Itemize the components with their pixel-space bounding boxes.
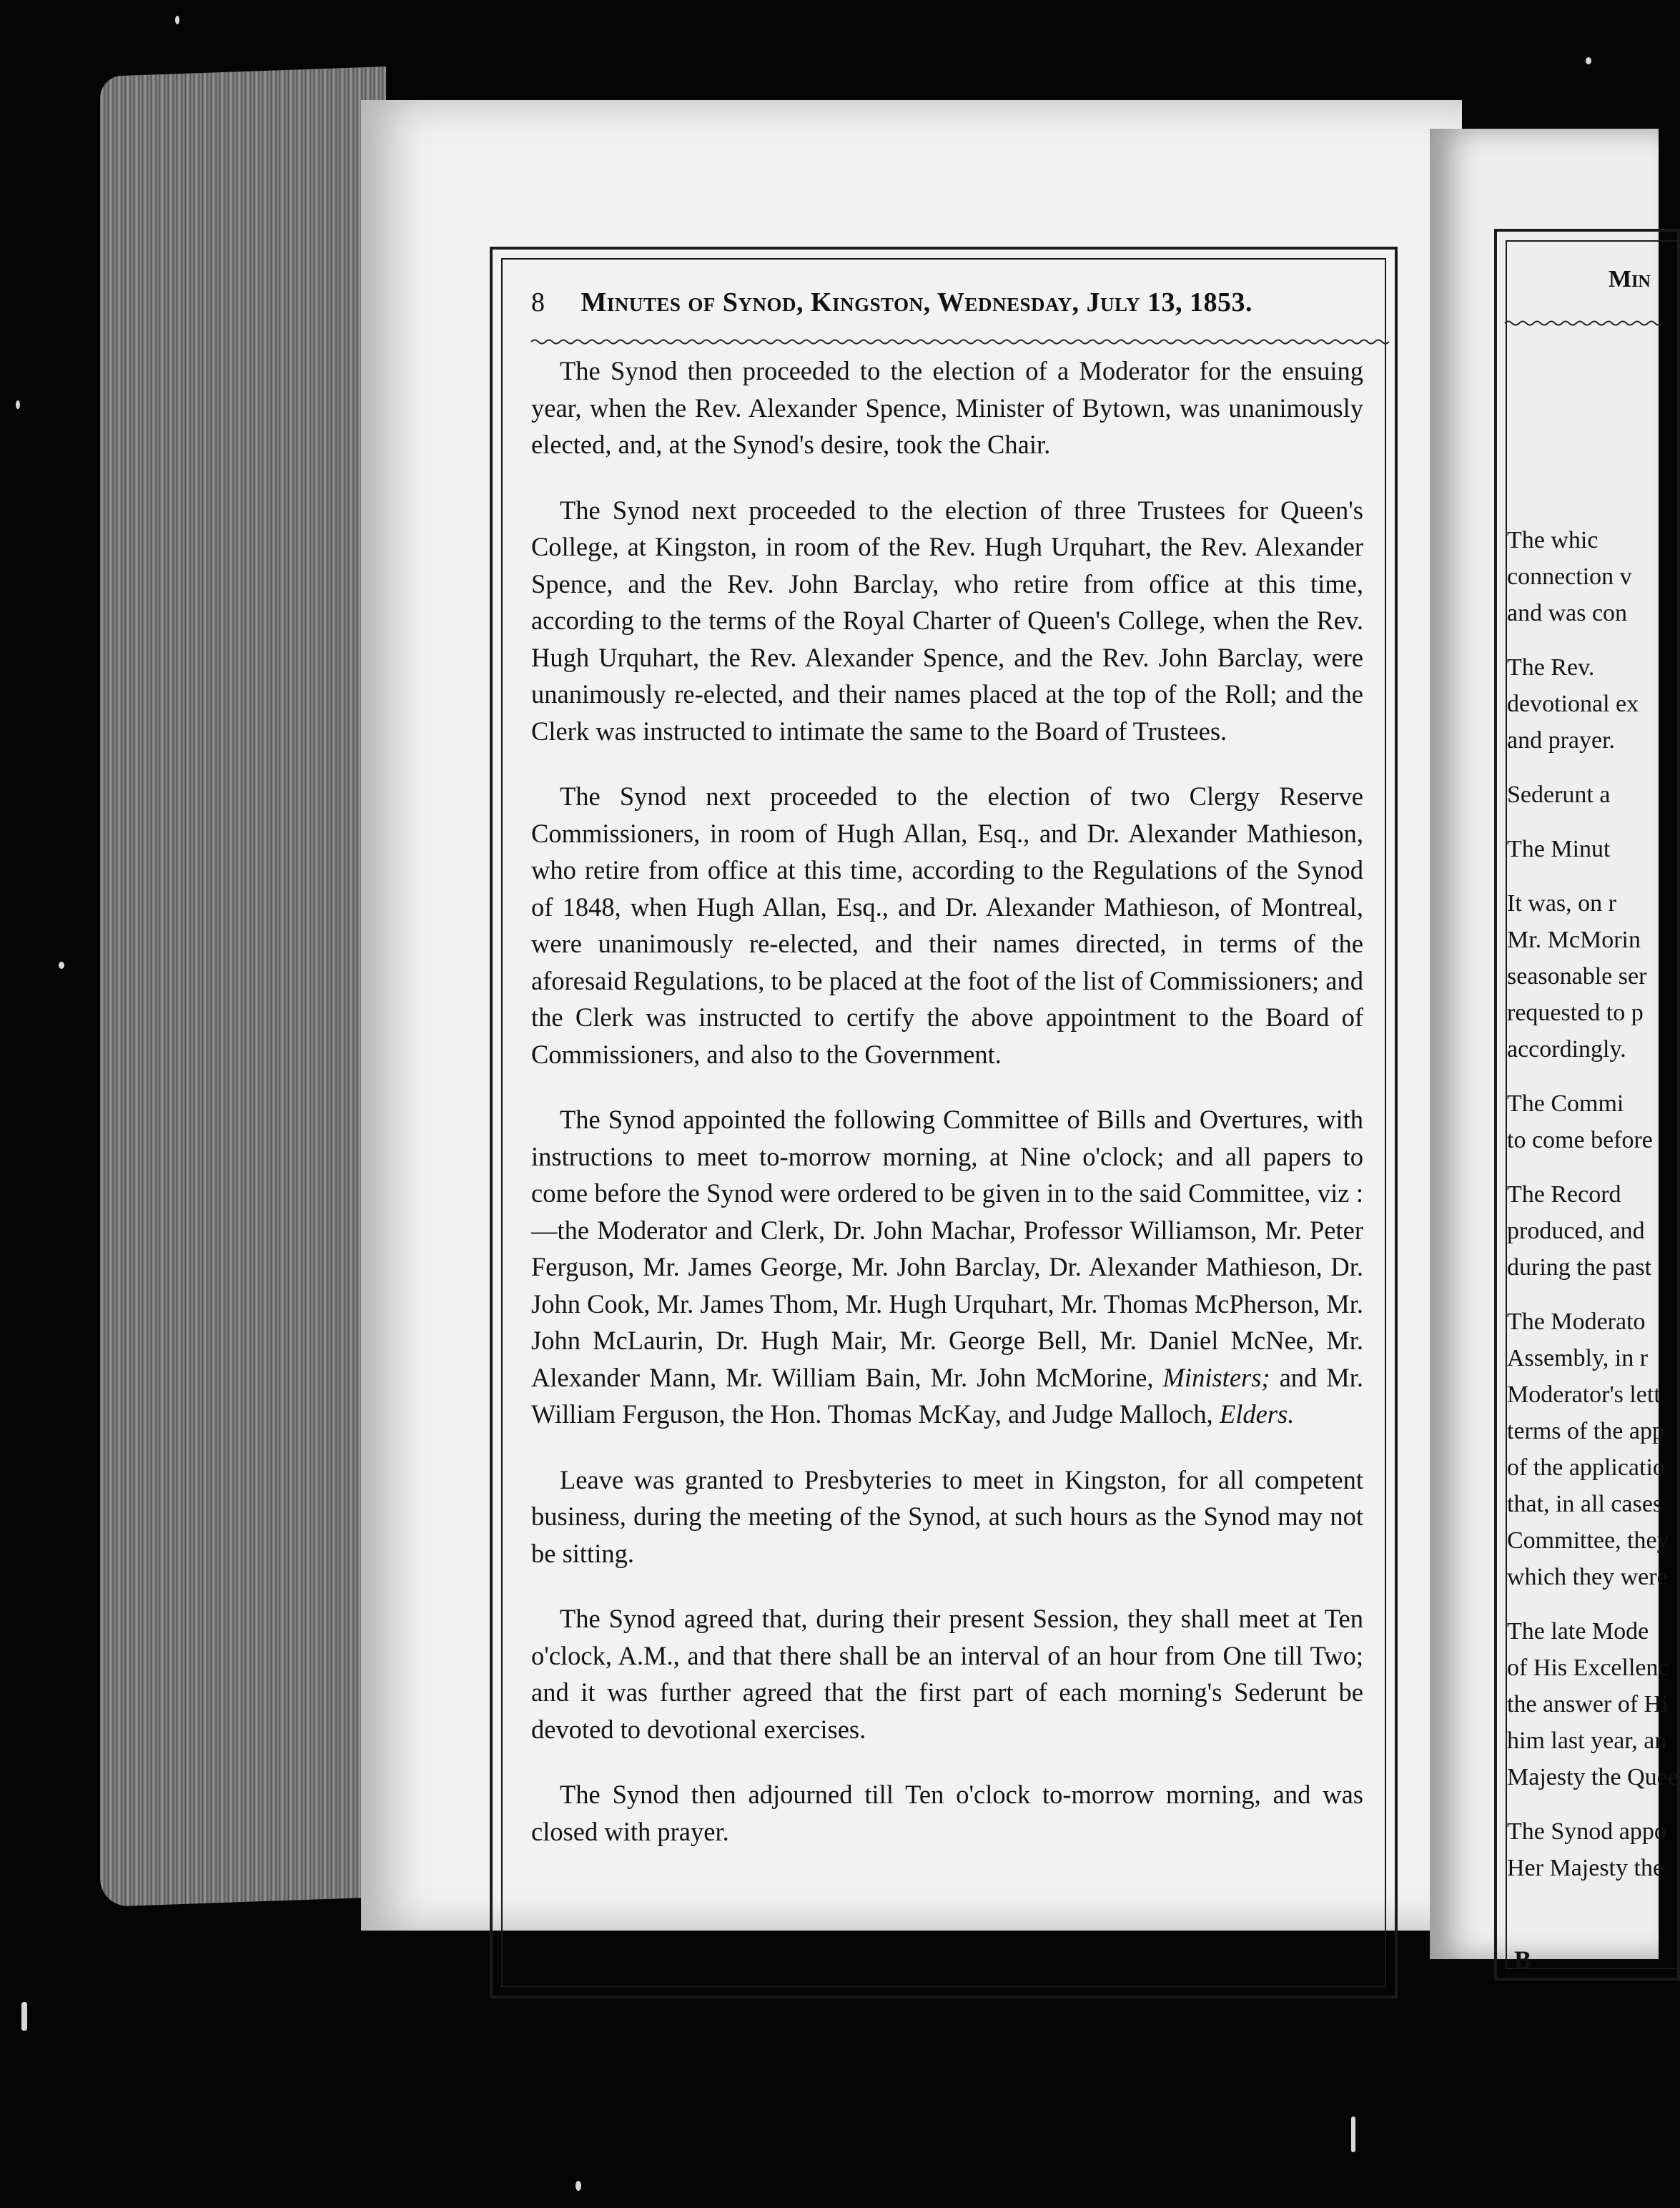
facing-page-line <box>1507 631 1657 649</box>
film-speck <box>16 400 20 409</box>
facing-page-line: devotional ex <box>1507 691 1639 717</box>
facing-page-line <box>1507 813 1657 831</box>
page-body <box>531 353 1363 1878</box>
facing-page-line <box>1507 1595 1657 1613</box>
facing-page-line: Sederunt a <box>1507 782 1611 808</box>
book-page-edges <box>100 66 386 1907</box>
facing-page-line: The Commi <box>1507 1090 1624 1117</box>
facing-page-line: produced, and <box>1507 1218 1645 1244</box>
facing-page-line: Her Majesty the <box>1507 1855 1664 1881</box>
film-speck <box>575 2181 581 2191</box>
page-border-frame <box>490 247 1398 1998</box>
facing-page-line <box>1507 1286 1657 1303</box>
facing-page-line <box>1507 1068 1657 1085</box>
facing-page-line: which they were <box>1507 1564 1668 1590</box>
paragraph-clergy-reserve: The Synod next proceeded to the election of two Clergy Reserve Commissioners, in room of Hugh Allan, Esq., and Dr. Alexander Mathieson, who retire from office at this time, according to the Regulations of the Synod of 1848, when Hugh Allan, Esq., and Dr. Alexander Mathieson, of Montreal, were unanimously re-elected, and their names directed, in terms of the aforesaid Regulations, to be placed at the foot of the list of Commissioners; and the Clerk was instructed to certify the above appointment to the Board of Commissioners, and also to the Government. <box>531 782 1363 1069</box>
facing-page-line: Moderator's lett <box>1507 1381 1661 1408</box>
page-border-inner <box>501 258 1386 1987</box>
facing-page-line: The Minut <box>1507 836 1611 862</box>
facing-page-line: The Synod appo <box>1507 1818 1666 1845</box>
film-speck <box>1586 57 1591 64</box>
facing-page-line: accordingly. <box>1507 1036 1626 1063</box>
facing-page-line: of His Excellenc <box>1507 1655 1669 1681</box>
facing-page-line <box>1507 759 1657 777</box>
film-speck <box>175 16 179 24</box>
facing-page-line: the answer of Hi <box>1507 1691 1669 1717</box>
film-speck <box>59 962 64 969</box>
facing-page-line: The Moderato <box>1507 1308 1646 1335</box>
paragraph-session-hours: The Synod agreed that, during their present Session, they shall meet at Ten o'clock, A.M., and that there shall be an interval of an hour from One till Two; and it was further agreed that the first part of each morning's Sederunt be devoted to devotional exercises. <box>531 1604 1363 1744</box>
paragraph-bills-overtures-committee <box>531 1101 1363 1433</box>
running-header <box>531 281 1356 324</box>
paragraph-moderator-election: The Synod then proceeded to the election of a Moderator for the ensuing year, when the Rev. Alexander Spence, Minister of Bytown, was unanimously elected, and, at the Synod's desire, took the Chair. <box>531 356 1363 459</box>
facing-page-line: and prayer. <box>1507 727 1616 754</box>
facing-page-line <box>1507 867 1657 885</box>
signature-mark: B <box>1514 1946 1532 1974</box>
facing-page-line: and was con <box>1507 600 1628 626</box>
committee-text: The Synod appointed the following Committee of Bills and Overtures, with instructions to meet to-morrow morning, at Nine o'clock; and all papers to come before the Synod were ordered to be given in to the said Committee, viz :—the Moderator and Clerk, Dr. John Machar, Professor Williamson, Mr. Peter Ferguson, Mr. James George, Mr. John Barclay, Dr. Alexander Mathieson, Dr. John Cook, Mr. James Thom, Mr. Hugh Urquhart, Mr. Thomas McPherson, Mr. John McLaurin, Dr. Hugh Mair, Mr. George Bell, Mr. Daniel McNee, Mr. Alexander Mann, Mr. William Bain, Mr. John McMorine, <box>531 1105 1363 1392</box>
facing-page-line: seasonable ser <box>1507 963 1647 990</box>
facing-page-line: The whic <box>1507 527 1599 553</box>
facing-page-text <box>1507 522 1679 1886</box>
facing-page-line <box>1507 1795 1657 1813</box>
facing-page-line: Committee, they <box>1507 1527 1669 1554</box>
running-title: Minutes of Synod, Kingston, Wednesday, July 13, 1853. <box>580 287 1253 317</box>
facing-page-line: him last year, an <box>1507 1728 1667 1754</box>
elders-text: and Mr. William Ferguson, the Hon. Thomas McKay, and Judge Malloch, <box>531 1362 1364 1429</box>
facing-page-line: Majesty the Quee <box>1507 1764 1679 1790</box>
facing-page-line: Assembly, in r <box>1507 1345 1649 1371</box>
facing-page-line: The Rev. <box>1507 654 1595 681</box>
facing-page-line: of the applicatio <box>1507 1454 1665 1481</box>
facing-page-line: to come before <box>1507 1127 1653 1153</box>
facing-page-line: Mr. McMorin <box>1507 927 1641 953</box>
facing-page-line: during the past <box>1507 1254 1652 1281</box>
facing-running-title: Min <box>1609 266 1651 292</box>
film-speck <box>21 2002 27 2031</box>
paragraph-presbyteries-leave: Leave was granted to Presbyteries to meet in Kingston, for all competent business, during the meeting of the Synod, at such hours as the Synod may not be sitting. <box>531 1464 1363 1568</box>
facing-page-line: that, in all cases <box>1507 1491 1663 1517</box>
paragraph-trustees-election: The Synod next proceeded to the election of three Trustees for Queen's College, at Kingston, in room of the Rev. Hugh Urquhart, the Rev. Alexander Spence, and the Rev. John Barclay, who retire from office at this time, according to the terms of the Royal Charter of Queen's College, when the Rev. Hugh Urquhart, the Rev. Alexander Spence, and the Rev. John Barclay, were unanimously re-elected, and their names placed at the top of the Roll; and the Clerk was instructed to intimate the same to the Board of Trustees. <box>531 495 1363 746</box>
elders-label: Elders. <box>1219 1399 1295 1429</box>
facing-page-line: It was, on r <box>1507 890 1616 917</box>
page-number: 8 <box>531 287 545 317</box>
facing-page-line: The Record <box>1507 1181 1621 1208</box>
film-speck <box>1351 2116 1355 2152</box>
facing-page-line: The late Mode <box>1507 1618 1649 1645</box>
facing-page-line: terms of the app <box>1507 1418 1664 1444</box>
ministers-label: Ministers; <box>1162 1362 1270 1392</box>
paragraph-adjournment: The Synod then adjourned till Ten o'clock to-morrow morning, and was closed with prayer. <box>531 1780 1363 1846</box>
facing-wavy-rule <box>1505 318 1662 328</box>
facing-page-line <box>1507 1158 1657 1176</box>
wavy-rule <box>531 337 1389 347</box>
facing-page-line: requested to p <box>1507 1000 1644 1026</box>
facing-page-line: connection v <box>1507 563 1632 590</box>
